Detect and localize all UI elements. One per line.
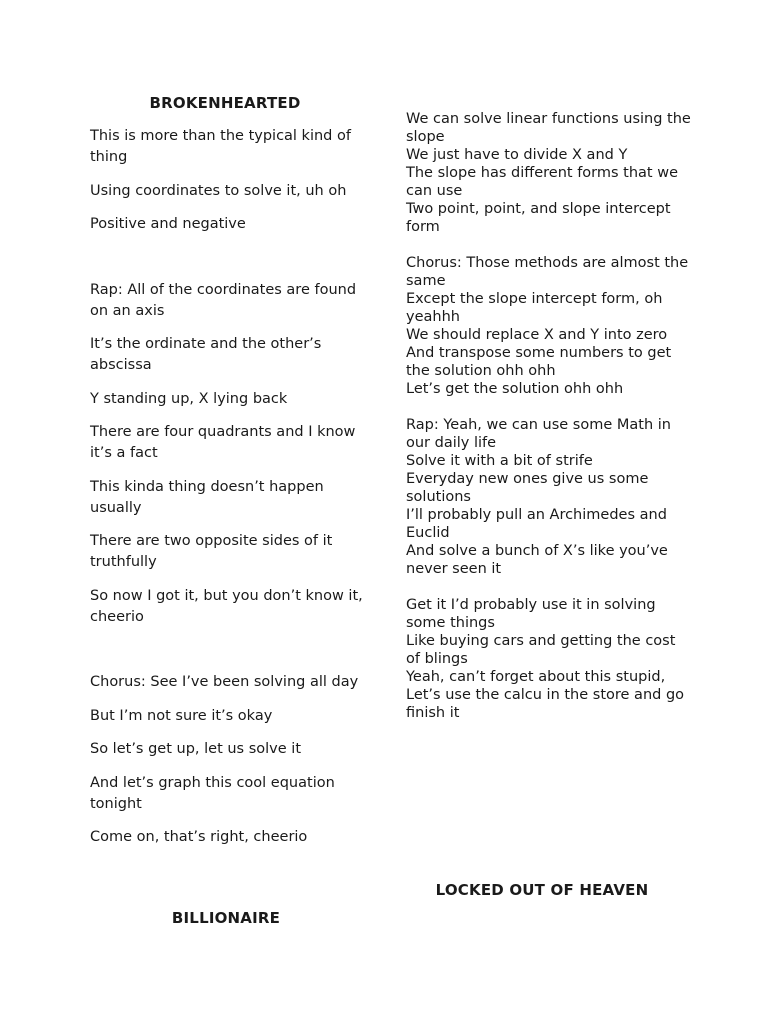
lyric-line: Y standing up, X lying back [90, 390, 288, 407]
right-column [406, 110, 691, 740]
lyric-stanza [406, 416, 691, 578]
lyric-line: But I’m not sure it’s okay [90, 707, 273, 724]
stanza-gap [90, 640, 375, 672]
lyric-line: Yeah, can’t forget about this stupid, [406, 669, 666, 685]
lyric-line: I’ll probably pull an Archimedes and Euclid [406, 507, 667, 541]
lyric-stanza [406, 254, 691, 398]
lyric-stanza [406, 596, 691, 722]
lyric-line: Let’s use the calcu in the store and go finish it [406, 687, 685, 721]
song-title-billionaire: BILLIONAIRE [171, 909, 281, 927]
lyric-line: Rap: Yeah, we can use some Math in our daily life [406, 417, 671, 451]
lyric-line: Like buying cars and getting the cost of blings [406, 633, 676, 667]
lyric-line: Let’s get the solution ohh ohh [406, 381, 624, 397]
lyric-line: There are four quadrants and I know it’s a fact [90, 424, 356, 461]
lyric-line: And let’s graph this cool equation tonight [90, 774, 335, 812]
lyric-line: Everyday new ones give us some solutions [406, 471, 649, 505]
lyric-line: We should replace X and Y into zero [406, 327, 668, 343]
lyric-line: Rap: All of the coordinates are found on an axis [90, 281, 357, 319]
lyric-line: And transpose some numbers to get the solution ohh ohh [406, 345, 672, 379]
lyric-line: And solve a bunch of X’s like you’ve never seen it [406, 543, 668, 577]
lyric-line: This kinda thing doesn’t happen usually [90, 478, 324, 516]
lyric-line: Solve it with a bit of strife [406, 453, 593, 469]
lyric-stanza [406, 110, 691, 236]
stanza-gap [90, 248, 375, 280]
song-title-locked-out-of-heaven: LOCKED OUT OF HEAVEN [435, 881, 649, 899]
lyric-line: Except the slope intercept form, oh yeahhh [406, 291, 663, 325]
lyric-line: We just have to divide X and Y [406, 147, 628, 163]
lyric-line: Using coordinates to solve it, uh oh [90, 182, 347, 199]
lyric-line: We can solve linear functions using the slope [406, 111, 691, 145]
lyric-line: So now I got it, but you don’t know it, cheerio [90, 587, 363, 625]
lyric-line: So let’s get up, let us solve it [90, 741, 302, 757]
left-column [90, 94, 375, 861]
lyric-line: Chorus: See I’ve been solving all day [90, 674, 359, 690]
lyric-line: Get it I’d probably use it in solving some things [406, 597, 656, 631]
lyric-line: The slope has different forms that we can use [406, 165, 679, 199]
lyric-line: Two point, point, and slope intercept form [406, 201, 671, 235]
lyric-line: Come on, that’s right, cheerio [90, 829, 308, 845]
song-title-brokenhearted: BROKENHEARTED [149, 94, 301, 112]
lyric-line: This is more than the typical kind of thing [90, 128, 351, 165]
lyric-line: Positive and negative [90, 216, 246, 232]
lyric-line: There are two opposite sides of it truthfully [90, 533, 333, 570]
lyric-line: Chorus: Those methods are almost the same [406, 255, 689, 289]
lyric-line: It’s the ordinate and the other’s abscissa [90, 336, 322, 373]
